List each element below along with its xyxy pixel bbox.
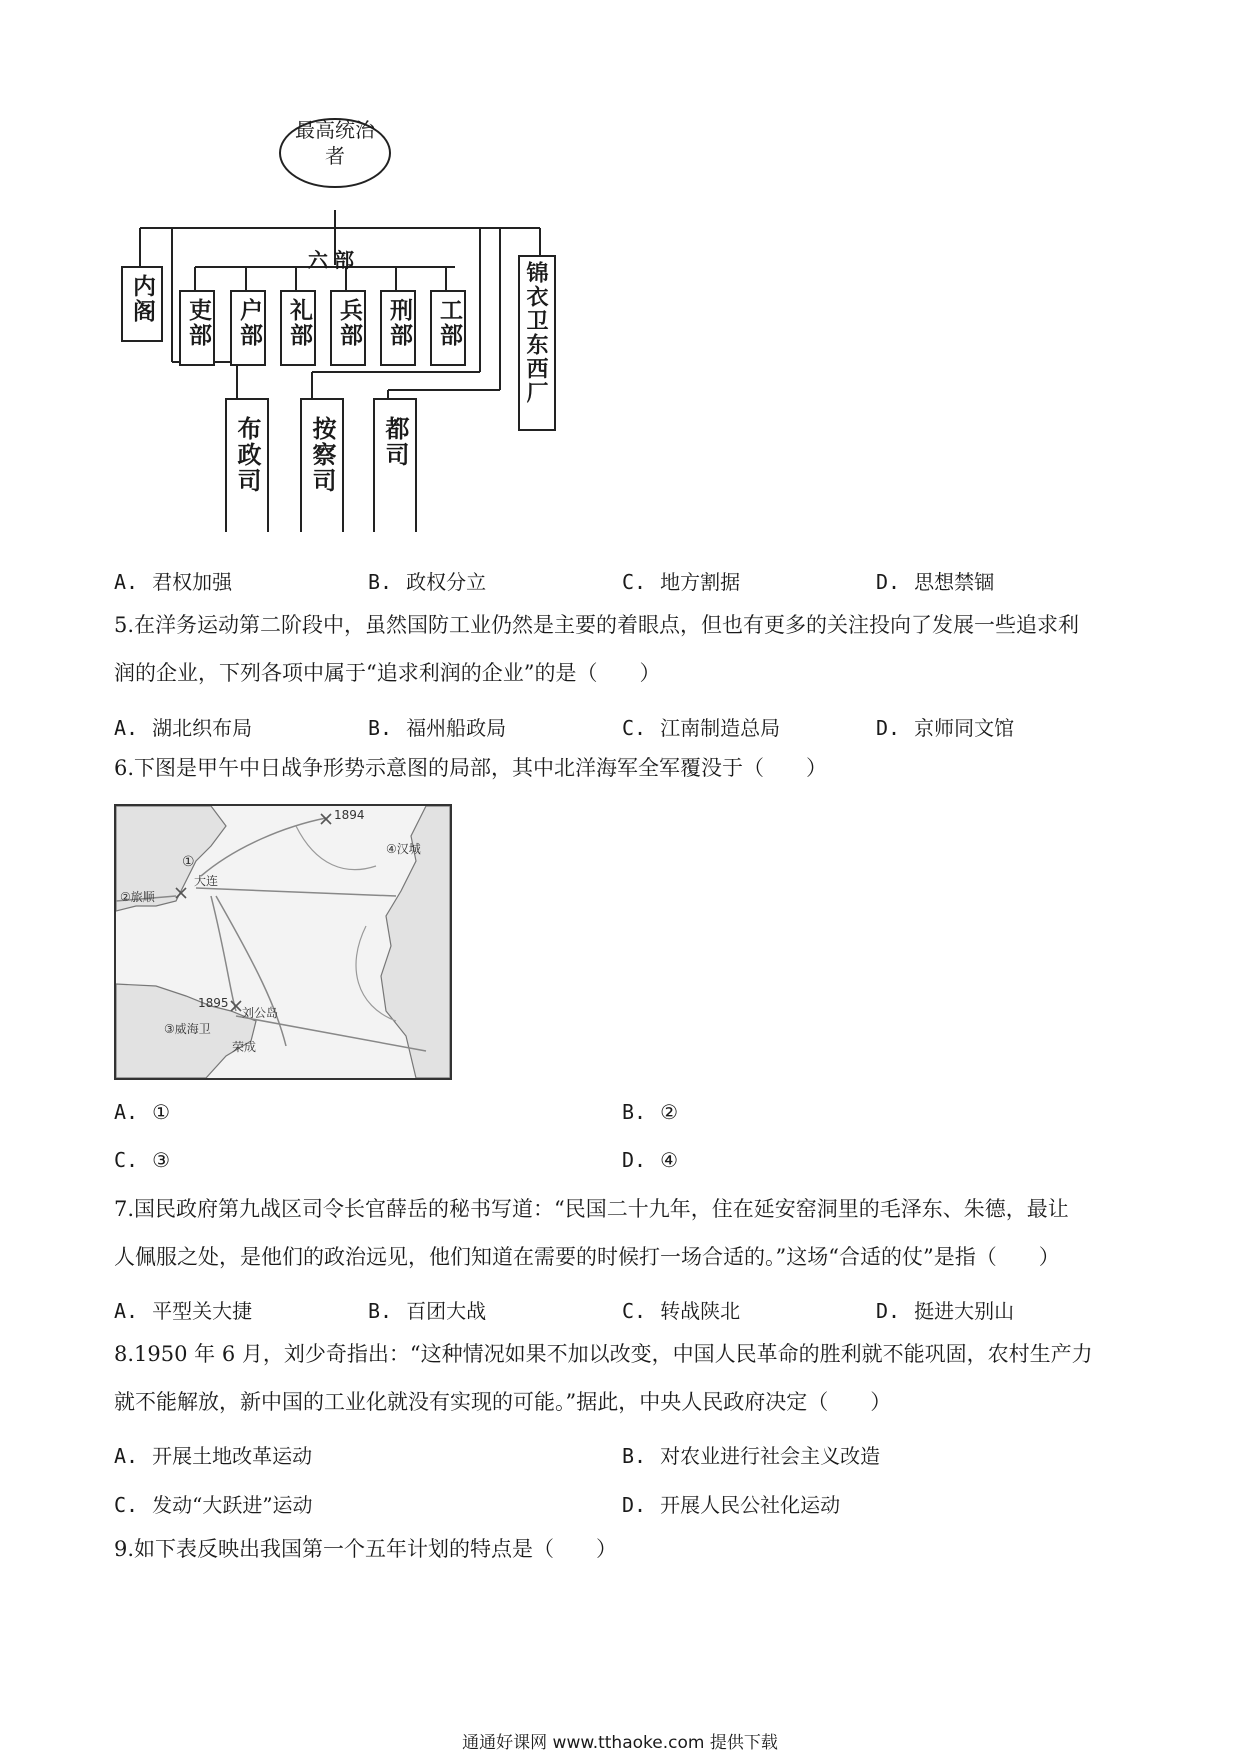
option-text: 平型关大捷 xyxy=(152,1299,253,1323)
map-label-1895: 1895 xyxy=(198,996,229,1010)
option-text: ④ xyxy=(660,1148,679,1172)
option-letter: B. xyxy=(368,570,393,594)
option-a[interactable] xyxy=(114,1440,312,1469)
option-text: 百团大战 xyxy=(406,1299,487,1323)
option-c[interactable] xyxy=(622,1295,740,1324)
map-label-1894: 1894 xyxy=(334,808,365,822)
option-c[interactable] xyxy=(114,1148,170,1172)
option-letter: B. xyxy=(368,716,393,740)
ministry-label: 刑部 xyxy=(386,298,413,348)
option-c[interactable] xyxy=(622,712,780,741)
map-label-rongcheng: 荣成 xyxy=(232,1040,257,1054)
ministry-box xyxy=(380,290,416,366)
neige-box xyxy=(121,266,163,342)
option-text: 政权分立 xyxy=(406,570,487,594)
ministry-box xyxy=(280,290,316,366)
option-letter: C. xyxy=(114,1493,139,1517)
ministry-box xyxy=(179,290,215,366)
local-office-box xyxy=(300,398,344,532)
option-letter: B. xyxy=(622,1100,647,1124)
option-text: 思想禁锢 xyxy=(914,570,995,594)
option-text: ② xyxy=(660,1100,679,1124)
option-d[interactable] xyxy=(876,566,994,595)
option-text: 福州船政局 xyxy=(406,716,507,740)
option-text: 京师同文馆 xyxy=(914,716,1015,740)
question-9-line1: 9.如下表反映出我国第一个五年计划的特点是（ ） xyxy=(114,1537,618,1561)
option-letter: D. xyxy=(622,1148,647,1172)
ruler-label: 最高统治者 xyxy=(295,118,375,168)
map-label-weihaiwei: ③威海卫 xyxy=(164,1022,211,1036)
option-text: 开展人民公社化运动 xyxy=(660,1493,841,1517)
option-d[interactable] xyxy=(876,1295,1014,1324)
option-text: 湖北织布局 xyxy=(152,716,253,740)
option-b[interactable] xyxy=(622,1100,678,1124)
page-footer: 通通好课网 www.tthaoke.com 提供下载 xyxy=(462,1733,778,1753)
jinyiwei-label: 锦衣卫东西厂 xyxy=(523,261,549,405)
local-office-label: 按察司 xyxy=(308,416,337,494)
map-label-dalian: 大连 xyxy=(194,874,219,888)
ministry-box xyxy=(430,290,466,366)
option-text: 江南制造总局 xyxy=(660,716,781,740)
option-letter: A. xyxy=(114,1100,139,1124)
ministry-label: 户部 xyxy=(236,298,263,348)
sino-japanese-war-map xyxy=(114,804,452,1080)
ministry-label: 礼部 xyxy=(286,298,313,348)
option-a[interactable] xyxy=(114,712,252,741)
option-text: 开展土地改革运动 xyxy=(152,1444,313,1468)
option-letter: C. xyxy=(622,570,647,594)
ministry-label: 工部 xyxy=(436,298,463,348)
option-b[interactable] xyxy=(368,566,486,595)
option-letter: C. xyxy=(622,716,647,740)
option-a[interactable] xyxy=(114,1100,170,1124)
six-ministries-label: 六部 xyxy=(308,248,360,272)
ministry-box xyxy=(230,290,266,366)
option-text: 转战陕北 xyxy=(660,1299,741,1323)
option-text: 发动“大跃进”运动 xyxy=(152,1493,313,1517)
question-5-line1: 5.在洋务运动第二阶段中，虽然国防工业仍然是主要的着眼点，但也有更多的关注投向了发展一些追求利 xyxy=(114,613,1080,637)
ministry-label: 吏部 xyxy=(185,298,212,348)
jinyiwei-box xyxy=(518,255,556,431)
option-letter: A. xyxy=(114,1444,139,1468)
local-office-label: 都司 xyxy=(381,416,410,468)
map-label-1: ① xyxy=(182,854,195,870)
local-office-box xyxy=(225,398,269,532)
neige-label: 内阁 xyxy=(129,274,156,324)
option-letter: A. xyxy=(114,716,139,740)
ministry-box xyxy=(330,290,366,366)
option-c[interactable] xyxy=(114,1489,313,1518)
question-6-line1: 6.下图是甲午中日战争形势示意图的局部，其中北洋海军全军覆没于（ ） xyxy=(114,756,828,780)
option-a[interactable] xyxy=(114,1295,252,1324)
question-8-line1: 8.1950 年 6 月，刘少奇指出：“这种情况如果不加以改变，中国人民革命的胜利就不能巩固，农村生产力 xyxy=(114,1342,1093,1366)
option-text: 挺进大别山 xyxy=(914,1299,1015,1323)
option-letter: D. xyxy=(876,1299,901,1323)
question-8-line2: 就不能解放，新中国的工业化就没有实现的可能。”据此，中央人民政府决定（ ） xyxy=(114,1390,892,1414)
map-label-liugong: 刘公岛 xyxy=(242,1006,279,1020)
option-text: 地方割据 xyxy=(660,570,741,594)
option-b[interactable] xyxy=(368,712,506,741)
option-c[interactable] xyxy=(622,566,740,595)
option-letter: D. xyxy=(622,1493,647,1517)
option-d[interactable] xyxy=(622,1489,840,1518)
option-letter: C. xyxy=(114,1148,139,1172)
option-letter: D. xyxy=(876,716,901,740)
option-letter: D. xyxy=(876,570,901,594)
option-b[interactable] xyxy=(622,1440,880,1469)
option-letter: A. xyxy=(114,570,139,594)
question-7-line1: 7.国民政府第九战区司令长官薛岳的秘书写道：“民国二十九年，住在延安窑洞里的毛泽东、朱德，最让 xyxy=(114,1197,1069,1221)
option-text: 对农业进行社会主义改造 xyxy=(660,1444,881,1468)
map-label-4: ④汉城 xyxy=(386,842,421,856)
option-d[interactable] xyxy=(876,712,1014,741)
option-letter: A. xyxy=(114,1299,139,1323)
question-5-line2: 润的企业，下列各项中属于“追求利润的企业”的是（ ） xyxy=(114,661,661,685)
local-office-box xyxy=(373,398,417,532)
option-a[interactable] xyxy=(114,566,232,595)
option-d[interactable] xyxy=(622,1148,678,1172)
question-7-line2: 人佩服之处，是他们的政治远见，他们知道在需要的时候打一场合适的。”这场“合适的仗”是指（ ） xyxy=(114,1245,1060,1269)
option-text: ③ xyxy=(152,1148,171,1172)
option-letter: B. xyxy=(622,1444,647,1468)
local-office-label: 布政司 xyxy=(233,416,262,494)
ministry-label: 兵部 xyxy=(336,298,363,348)
option-text: 君权加强 xyxy=(152,570,233,594)
map-label-lushun: ②旅顺 xyxy=(120,890,155,904)
option-text: ① xyxy=(152,1100,171,1124)
option-letter: B. xyxy=(368,1299,393,1323)
option-letter: C. xyxy=(622,1299,647,1323)
option-b[interactable] xyxy=(368,1295,486,1324)
